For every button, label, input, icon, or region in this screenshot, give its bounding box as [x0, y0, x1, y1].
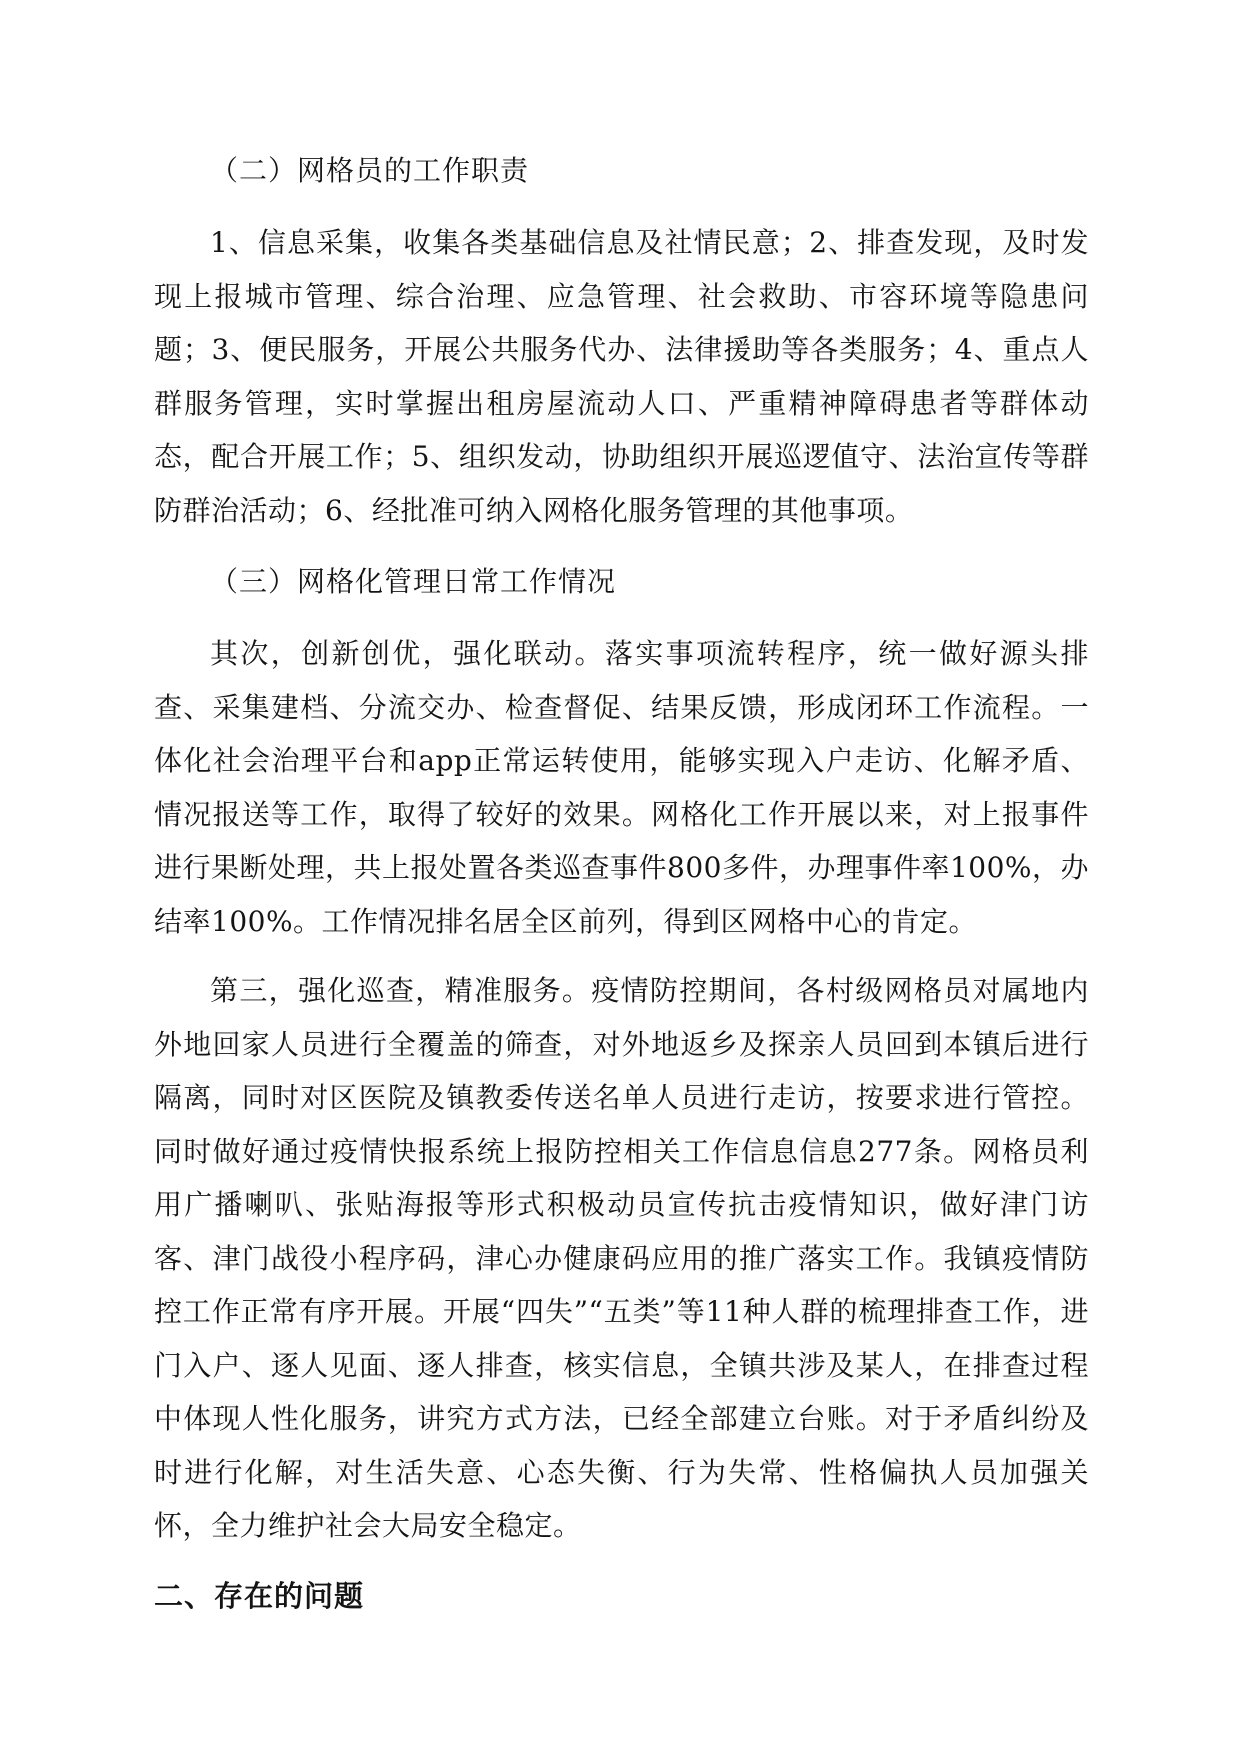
- subheading-daily-work: （三）网格化管理日常工作情况: [210, 565, 617, 598]
- paragraph-third: 第三，强化巡查，精准服务。疫情防控期间，各村级网格员对属地内外地回家人员进行全覆盖的筛查，对外地返乡及探亲人员回到本镇后进行隔离，同时对区医院及镇教委传送名单人员进行走访，按要求进行管控。同时做好通过疫情快报系统上报防控相关工作信息信息277条。网格员利用广播喇叭、张贴海报等形式积极动员宣传抗击疫情知识，做好津门访客、津门战役小程序码，津心办健康码应用的推广落实工作。我镇疫情防控工作正常有序开展。开展“四失”“五类”等11种人群的梳理排查工作，进门入户、逐人见面、逐人排查，核实信息，全镇共涉及某人，在排查过程中体现人性化服务，讲究方式方法，已经全部建立台账。对于矛盾纠纷及时进行化解，对生活失意、心态失衡、行为失常、性格偏执人员加强关怀，全力维护社会大局安全稳定。: [154, 974, 1089, 1542]
- section-heading-problems: 二、存在的问题: [154, 1578, 365, 1613]
- subheading-duties: （二）网格员的工作职责: [210, 154, 530, 187]
- document-page: [154, 144, 1089, 1623]
- paragraph-second: 其次，创新创优，强化联动。落实事项流转程序，统一做好源头排查、采集建档、分流交办、检查督促、结果反馈，形成闭环工作流程。一体化社会治理平台和app正常运转使用，能够实现入户走访、化解矛盾、情况报送等工作，取得了较好的效果。网格化工作开展以来，对上报事件进行果断处理，共上报处置各类巡查事件800多件，办理事件率100%，办结率100%。工作情况排名居全区前列，得到区网格中心的肯定。: [154, 637, 1089, 938]
- paragraph-duties: 1、信息采集，收集各类基础信息及社情民意；2、排查发现，及时发现上报城市管理、综合治理、应急管理、社会救助、市容环境等隐患问题；3、便民服务，开展公共服务代办、法律援助等各类服务；4、重点人群服务管理，实时掌握出租房屋流动人口、严重精神障碍患者等群体动态，配合开展工作；5、组织发动，协助组织开展巡逻值守、法治宣传等群防群治活动；6、经批准可纳入网格化服务管理的其他事项。: [154, 226, 1089, 527]
